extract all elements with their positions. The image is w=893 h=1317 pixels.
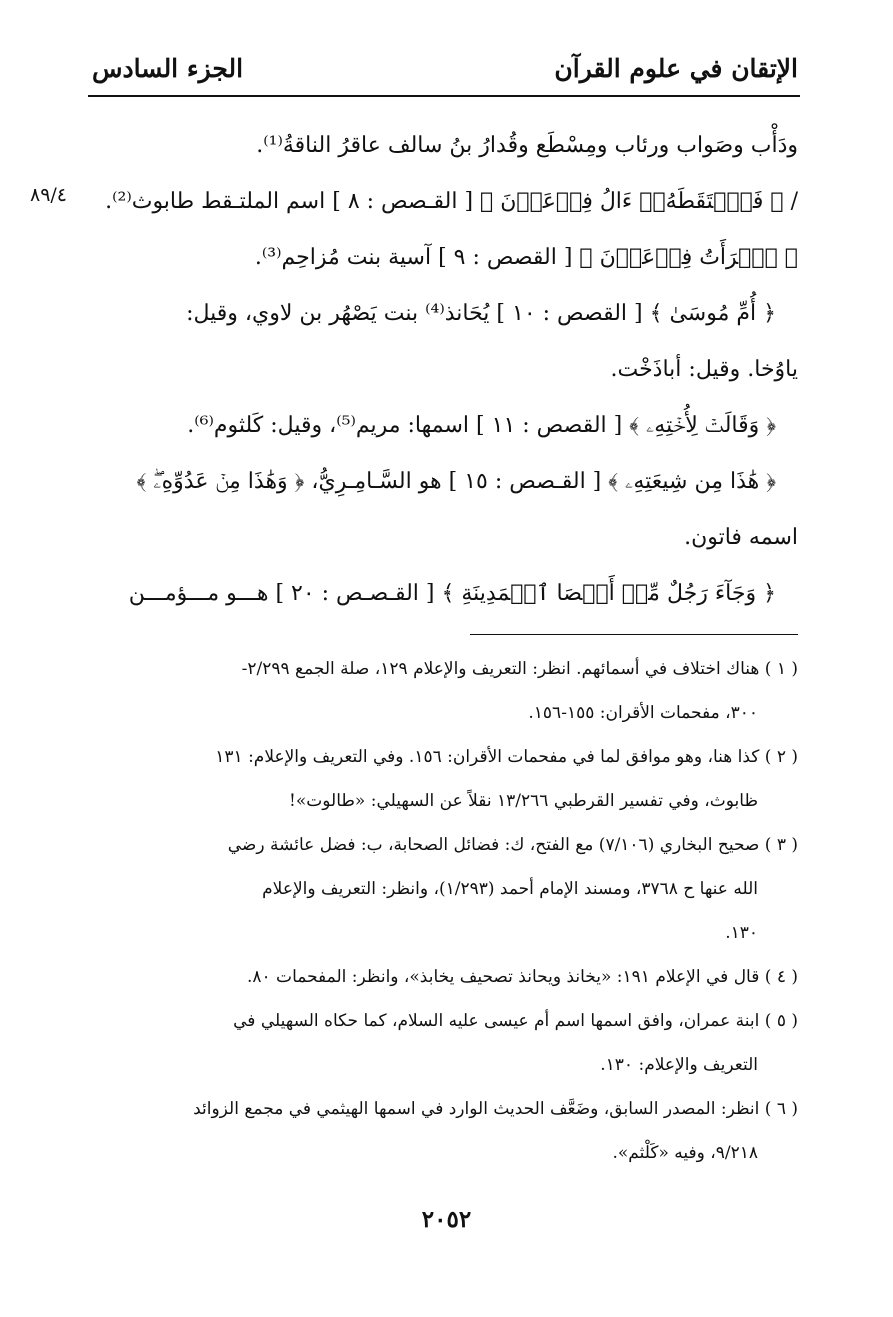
header-divider — [88, 95, 800, 97]
footnote-line — [92, 1087, 798, 1131]
footnote — [92, 999, 798, 1087]
footnote-line — [92, 735, 798, 779]
footnote-line: التعريف والإعلام: ١٣٠. — [600, 1055, 758, 1075]
footnote-marker: ( ٥ ) — [764, 1011, 798, 1031]
text-line: / ﴿ فَٱلۡتَقَطَهُۥٓ ءَالُ فِرۡعَوۡنَ ﴾ [ القـصص : ٨ ] اسم الملتـقط طابوث⁽²⁾. — [105, 189, 798, 214]
footnote-line — [92, 955, 798, 999]
footnote-marker: ( ١ ) — [764, 659, 798, 679]
main-text — [92, 118, 798, 622]
footnotes — [92, 647, 798, 1175]
text-line: ﴿ أُمِّ مُوسَىٰ ﴾ [ القصص : ١٠ ] يُحَانذ⁽⁴⁾ بنت يَصْهُر بن لاوي، وقيل: — [186, 301, 776, 326]
page-number: ٢٠٥٢ — [421, 1206, 472, 1233]
footnote-text: قال في الإعلام ١٩١: «يخانذ ويحانذ تصحيف يخابذ»، وانظر: المفحمات ٨٠. — [246, 967, 760, 987]
volume-label: الجزء السادس — [92, 54, 244, 83]
running-header — [92, 52, 798, 92]
text-line: اسمه فاتون. — [684, 525, 798, 550]
footnote-line: ٩/٢١٨، وفيه «كَلْثم». — [612, 1143, 758, 1163]
footnote-marker: ( ٣ ) — [764, 835, 798, 855]
footnote — [92, 735, 798, 823]
footnote-divider — [470, 634, 798, 635]
footnote-line: ظابوث، وفي تفسير القرطبي ١٣/٢٦٦ نقلاً عن السهيلي: «طالوت»! — [289, 791, 758, 811]
text-line: ودَأْب وصَواب ورئاب ومِسْطَع وقُدارُ بنُ سالف عاقرُ الناقةُ⁽¹⁾. — [256, 133, 798, 158]
footnote-text: صحيح البخاري (٧/١٠٦) مع الفتح، ك: فضائل الصحابة، ب: فضل عائشة رضي — [227, 835, 760, 855]
footnote — [92, 955, 798, 999]
book-title: الإتقان في علوم القرآن — [554, 54, 798, 83]
margin-reference: ٨٩/٤ — [30, 184, 68, 206]
footnote-line — [92, 999, 798, 1043]
footnote-line — [92, 823, 798, 867]
footnote-text: ابنة عمران، وافق اسمها اسم أم عيسى عليه السلام، كما حكاه السهيلي في — [233, 1011, 760, 1031]
text-line: ﴿ وَقَالَتۡ لِأُخۡتِهِۦ ﴾ [ القصص : ١١ ] اسمها: مريم⁽⁵⁾، وقيل: كَلثوم⁽⁶⁾. — [187, 413, 776, 438]
footnote-marker: ( ٢ ) — [764, 747, 798, 767]
footnote-text: انظر: المصدر السابق، وضَعَّف الحديث الوارد في اسمها الهيثمي في مجمع الزوائد — [193, 1099, 760, 1119]
footnote-marker: ( ٦ ) — [764, 1099, 798, 1119]
footnote-line: الله عنها ح ٣٧٦٨، ومسند الإمام أحمد (١/٢٩٣)، وانظر: التعريف والإعلام — [262, 879, 758, 899]
footnote-text: كذا هنا، وهو موافق لما في مفحمات الأقران: ١٥٦. وفي التعريف والإعلام: ١٣١ — [215, 747, 760, 767]
footnote-line: ١٣٠. — [725, 923, 758, 943]
footnote-marker: ( ٤ ) — [764, 967, 798, 987]
footnote-text: هناك اختلاف في أسمائهم. انظر: التعريف والإعلام ١٢٩، صلة الجمع ٢/٢٩٩- — [241, 659, 760, 679]
footnote — [92, 647, 798, 735]
text-line: ياوُخا. وقيل: أباذَخْت. — [610, 357, 798, 382]
footnote — [92, 1087, 798, 1175]
footnote — [92, 823, 798, 955]
text-line: ﴿ ٱمۡرَأَتُ فِرۡعَوۡنَ ﴾ [ القصص : ٩ ] آسية بنت مُزاحِم⁽³⁾. — [254, 245, 798, 270]
text-line: ﴿ هَٰذَا مِن شِيعَتِهِۦ ﴾ [ القـصص : ١٥ ] هو السَّـامِـرِيُّ، ﴿ وَهَٰذَا مِنۡ عَدُوِّهِۦۖ ﴾ — [136, 469, 776, 494]
footnote-line: ٣٠٠، مفحمات الأقران: ١٥٥-١٥٦. — [528, 703, 758, 723]
text-line: ﴿ وَجَآءَ رَجُلٌ مِّنۡ أَقۡصَا ٱلۡمَدِينَةِ ﴾ [ القـصـص : ٢٠ ] هـــو مـــؤمـــن — [128, 581, 776, 606]
footnote-line — [92, 647, 798, 691]
